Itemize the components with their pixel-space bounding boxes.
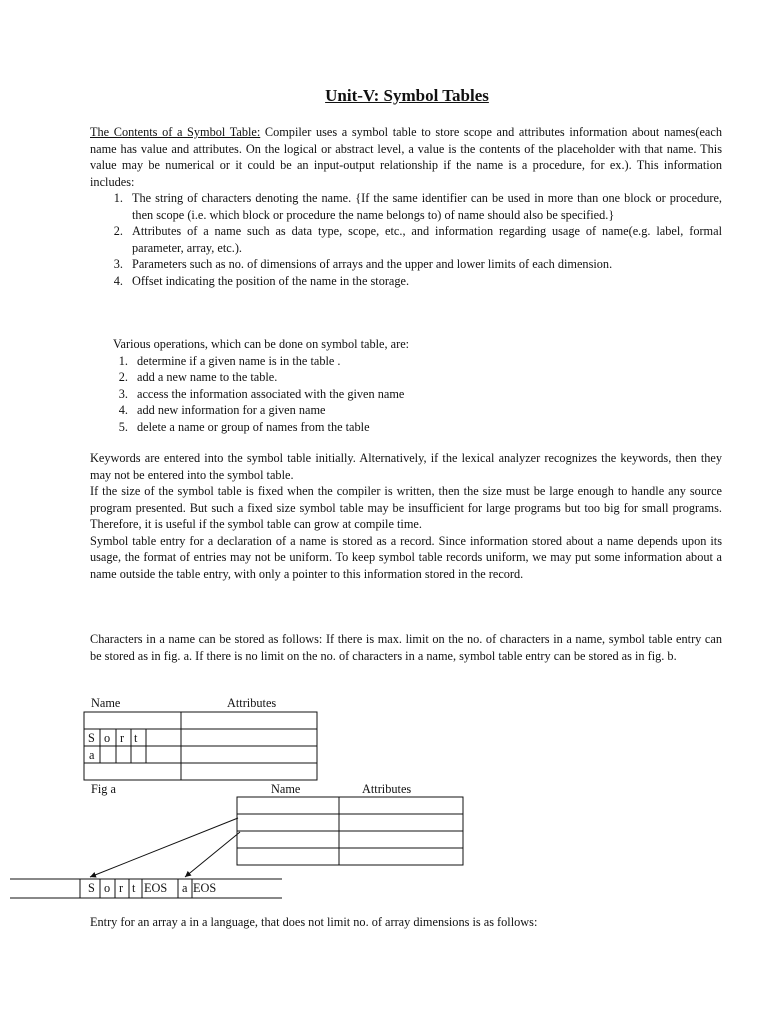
- fig-b-string-char: S: [88, 881, 95, 895]
- fig-a-char: S: [88, 731, 95, 745]
- fig-a-caption: Fig a: [91, 782, 116, 796]
- fig-a-attributes-header: Attributes: [227, 696, 277, 710]
- fig-b-string-char: EOS: [193, 881, 217, 895]
- intro-body: Compiler uses a symbol table to store scope and attributes information about names(each name has value and attributes. On the logical or abstract level, a value is the contents of the placeholder with that name. This value may be numerical or it could be an input-output relationship if the name is a procedure, for ex.). This information includes:: [90, 125, 722, 189]
- fig-b-string-char: o: [104, 881, 111, 895]
- fig-a-char: a: [89, 748, 95, 762]
- pointer-arrow-sort: [90, 818, 238, 877]
- page-title: Unit-V: Symbol Tables: [325, 86, 489, 105]
- fig-b-table: [237, 797, 463, 865]
- chars-paragraph: Characters in a name can be stored as follows: If there is max. limit on the no. of characters in a name, symbol table entry can be stored as in fig. a. If there is no limit on the no. of characters in a name, symbol table entry can be stored as in fig. b.: [90, 632, 722, 663]
- fig-b-string-char: EOS: [144, 881, 168, 895]
- info-item: 4. Offset indicating the position of the name in the storage.: [126, 273, 722, 290]
- fig-a-name-header: Name: [91, 696, 121, 710]
- fig-b-string-char: r: [119, 881, 124, 895]
- fig-b-attributes-header: Attributes: [362, 782, 412, 796]
- operation-item: 2. add a new name to the table.: [131, 369, 713, 386]
- operation-item: 5. delete a name or group of names from the table: [131, 419, 713, 436]
- fig-b-string-char: a: [182, 881, 188, 895]
- fig-a-table: [84, 712, 317, 780]
- fig-b-name-header: Name: [271, 782, 301, 796]
- operation-item: 3. access the information associated with the given name: [131, 386, 713, 403]
- closing-paragraph: Entry for an array a in a language, that does not limit no. of array dimensions is as follows:: [90, 915, 538, 929]
- intro-heading: The Contents of a Symbol Table:: [90, 125, 261, 139]
- fig-a-char: o: [104, 731, 111, 745]
- body-paragraph: Keywords are entered into the symbol table initially. Alternatively, if the lexical analyzer recognizes the keywords, then they may not be entered into the symbol table.: [90, 451, 722, 482]
- fig-b-string-char: t: [132, 881, 136, 895]
- body-paragraph: Symbol table entry for a declaration of a name is stored as a record. Since information stored about a name depends upon its usage, the format of entries may not be uniform. To keep symbol table records uniform, we may put some information about a name outside the table entry, with only a pointer to this information stored in the record.: [90, 533, 722, 581]
- fig-a-char: t: [134, 731, 138, 745]
- info-item: 3. Parameters such as no. of dimensions of arrays and the upper and lower limits of each dimension.: [126, 256, 722, 273]
- operation-item: 4. add new information for a given name: [131, 402, 713, 419]
- fig-a-char: r: [120, 731, 125, 745]
- operations-intro: Various operations, which can be done on symbol table, are:: [113, 337, 410, 351]
- operation-item: 1. determine if a given name is in the table .: [131, 353, 713, 370]
- info-item: 2. Attributes of a name such as data type, scope, etc., and information regarding usage of name(e.g. label, formal parameter, array, etc.).: [126, 223, 722, 256]
- pointer-arrow-a: [185, 832, 240, 877]
- info-item: 1. The string of characters denoting the name. {If the same identifier can be used in more than one block or procedure, then scope (i.e. which block or procedure the name belongs to) of name should also be specified.}: [126, 190, 722, 223]
- body-paragraph: If the size of the symbol table is fixed when the compiler is written, then the size must be large enough to handle any source program presented. But such a fixed size symbol table may be insufficient for large programs but too big for small programs. Therefore, it is useful if the symbol table can grow at compile time.: [90, 484, 722, 531]
